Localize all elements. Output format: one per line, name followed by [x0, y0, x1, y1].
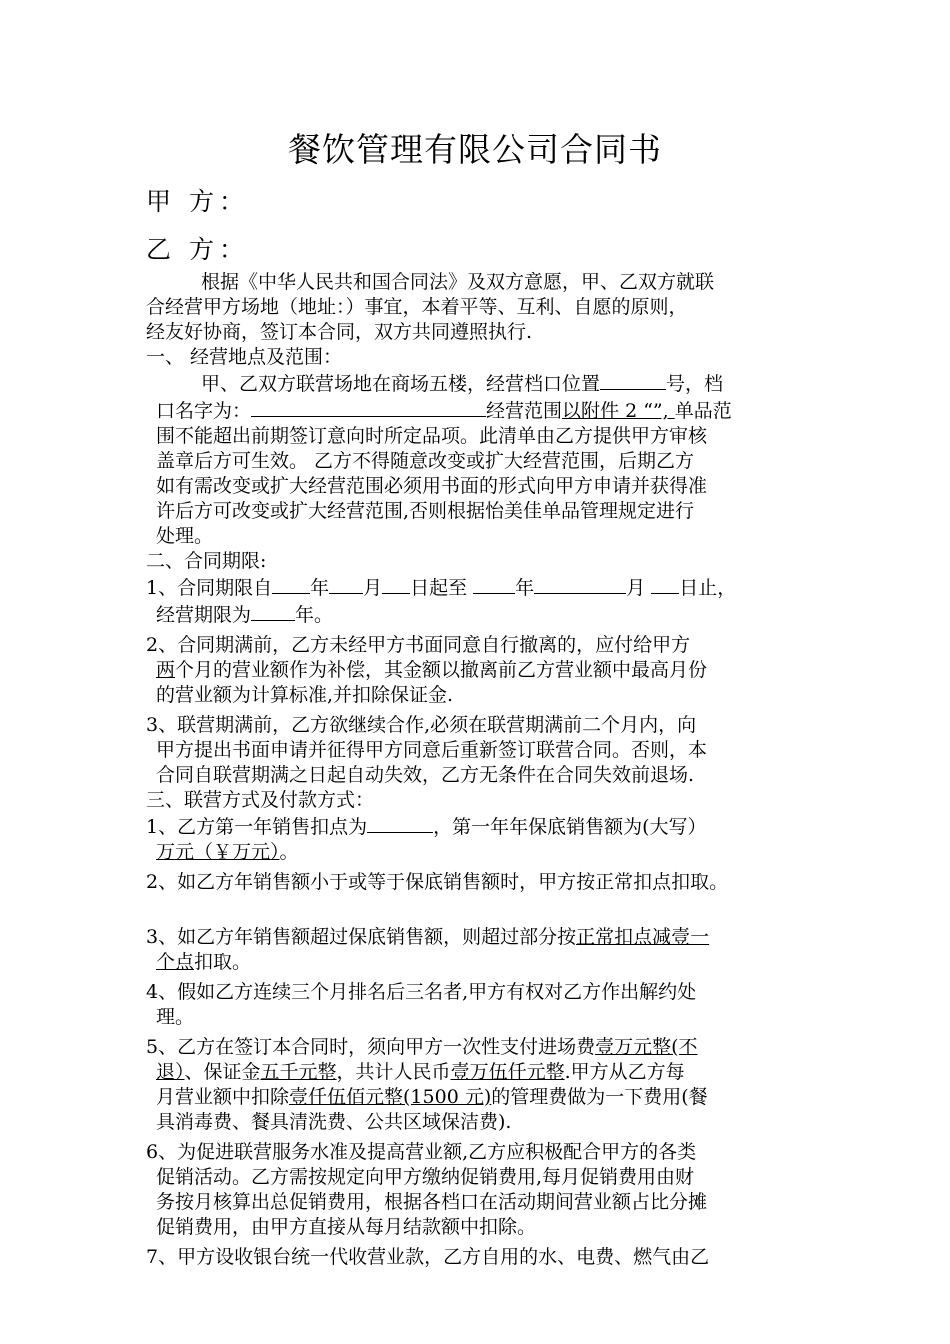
section-3-item-1 [146, 813, 822, 840]
text: 单品范 [674, 400, 732, 422]
underlined-text: 退） [156, 1061, 185, 1083]
section-1-line [146, 370, 822, 397]
section-2-item-2-cont [146, 658, 822, 683]
section-3-item-4-cont: 理。 [156, 1006, 195, 1028]
underlined-text: 壹万伍仟元整 [450, 1061, 565, 1083]
party-a-label: 甲 方： [146, 187, 249, 216]
underlined-text: 个点 [156, 951, 195, 973]
text: 月 [626, 577, 652, 599]
blank-field [382, 574, 410, 594]
section-1-line: 围不能超出前期签订意向时所定品项。此清单由乙方提供甲方审核 [156, 425, 708, 447]
text: 号，档 [666, 373, 724, 395]
section-3-item-4: 4、假如乙方连续三个月排名后三名者,甲方有权对乙方作出解约处 [146, 981, 697, 1003]
text: 扣取。 [194, 951, 252, 973]
text: 。 [279, 841, 299, 863]
blank-field [600, 370, 666, 390]
section-2-heading: 二、合同期限: [146, 550, 267, 572]
text: 年。 [295, 604, 334, 626]
section-2-item-2-cont: 的营业额为计算标准,并扣除保证金. [156, 684, 454, 706]
blank-field [272, 574, 310, 594]
section-1-line: 如有需改变或扩大经营范围必须用书面的形式向甲方申请并获得准 [156, 475, 708, 497]
text: 月营业额中扣除 [156, 1086, 290, 1108]
party-b-label: 乙 方： [146, 235, 249, 264]
section-3-item-6: 6、为促进联营服务水准及提高营业额,乙方应积极配合甲方的各类 [146, 1141, 697, 1163]
blank-field [473, 574, 515, 594]
section-2-item-2: 2、合同期满前，乙方未经甲方书面同意自行撤离的，应付给甲方 [146, 634, 691, 656]
text: ，第一年年保底销售额为(大写） [433, 816, 707, 838]
text: 1、合同期限自 [146, 577, 273, 599]
text: 甲、乙双方联营场地在商场五楼，经营档口位置 [201, 373, 601, 395]
text: 的管理费做为一下费用(餐 [491, 1086, 708, 1108]
section-3-item-3 [146, 925, 822, 950]
section-3-item-5-cont [146, 1085, 822, 1110]
text: 年 [515, 577, 535, 599]
text: 、保证金 [184, 1061, 261, 1083]
text: 1、乙方第一年销售扣点为 [146, 816, 368, 838]
underlined-text: 万元（￥万元） [156, 841, 280, 863]
section-1-line: 许后方可改变或扩大经营范围,否则根据怡美佳单品管理规定进行 [156, 500, 695, 522]
section-3-item-1-cont [146, 840, 822, 865]
section-2-item-3: 3、联营期满前，乙方欲继续合作,必须在联营期满前二个月内，向 [146, 714, 697, 736]
section-1-line: 处理。 [156, 525, 214, 547]
text: 日起至 [410, 577, 474, 599]
text: 个月的营业额作为补偿，其金额以撤离前乙方营业额中最高月份 [175, 659, 708, 681]
blank-field [251, 601, 295, 621]
contract-body [146, 270, 822, 1270]
underlined-text: 五千元整 [260, 1061, 337, 1083]
blank-field [651, 574, 679, 594]
underlined-text: 以附件 2 “”, [562, 400, 675, 422]
underlined-text: 正常扣点减壹一 [576, 926, 710, 948]
section-3-item-6-cont: 务按月核算出总促销费用，根据各档口在活动期间营业额占比分摊 [156, 1191, 708, 1213]
underlined-text: 两 [156, 659, 176, 681]
text: 月 [363, 577, 383, 599]
intro-line: 经友好协商，签订本合同，双方共同遵照执行. [146, 321, 533, 343]
empty-line [146, 895, 822, 920]
section-1-line: 盖章后方可生效。 乙方不得随意改变或扩大经营范围，后期乙方 [156, 450, 695, 472]
intro-line: 根据《中华人民共和国合同法》及双方意愿，甲、乙双方就联 [201, 271, 715, 293]
text: 年 [310, 577, 330, 599]
blank-field [534, 574, 626, 594]
section-3-item-5-cont: 具消毒费、餐具清洗费、公共区域保洁费). [156, 1111, 512, 1133]
document-title: 餐饮管理有限公司合同书 [288, 130, 662, 169]
section-2-item-1 [146, 574, 822, 601]
text: 3、如乙方年销售额超过保底销售额，则超过部分按 [146, 926, 577, 948]
text: .甲方从乙方每 [564, 1061, 685, 1083]
blank-field [251, 397, 486, 417]
text: 经营期限为 [156, 604, 252, 626]
section-3-item-5-cont [146, 1060, 822, 1085]
section-3-item-7: 7、甲方设收银台统一代收营业款，乙方自用的水、电费、燃气由乙 [146, 1246, 710, 1268]
text: 口名字为： [156, 400, 252, 422]
underlined-text: 壹万元整(不 [595, 1036, 698, 1058]
intro-line: 合经营甲方场地（地址：）事宜，本着平等、互利、自愿的原则， [146, 296, 688, 318]
section-3-item-5 [146, 1035, 822, 1060]
text: 日止， [679, 577, 737, 599]
section-3-item-2: 2、如乙方年销售额小于或等于保底销售额时，甲方按正常扣点扣取。 [146, 871, 729, 893]
text: 5、乙方在签订本合同时，须向甲方一次性支付进场费 [146, 1036, 596, 1058]
section-1-line [146, 397, 822, 424]
underlined-text: 壹仟伍佰元整(1500 元) [289, 1086, 492, 1108]
text: ，共计人民币 [336, 1061, 451, 1083]
section-3-item-6-cont: 促销活动。乙方需按规定向甲方缴纳促销费用,每月促销费用由财 [156, 1166, 695, 1188]
section-2-item-3-cont: 甲方提出书面申请并征得甲方同意后重新签订联营合同。否则，本 [156, 739, 708, 761]
section-3-item-6-cont: 促销费用，由甲方直接从每月结款额中扣除。 [156, 1216, 537, 1238]
section-2-item-1-cont [146, 601, 822, 628]
blank-field [367, 813, 433, 833]
text: 经营范围 [486, 400, 563, 422]
section-3-item-3-cont [146, 950, 822, 975]
section-2-item-3-cont: 合同自联营期满之日起自动失效，乙方无条件在合同失效前退场. [156, 764, 695, 786]
section-3-heading: 三、联营方式及付款方式： [146, 789, 375, 811]
section-1-heading: 一、 经营地点及范围： [146, 346, 343, 368]
blank-field [329, 574, 363, 594]
